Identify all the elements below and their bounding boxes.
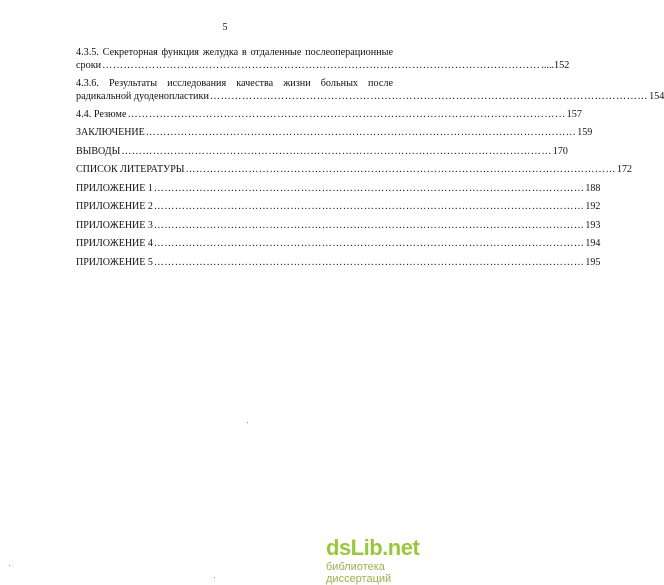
scan-speck: [214, 577, 215, 578]
toc-entry-4-3-5-title: 4.3.5. Секреторная функция желудка в отдаленные послеоперационные: [76, 47, 393, 58]
scan-speck: [9, 565, 10, 566]
page-number: 5: [222, 22, 228, 33]
toc-entry-conclusion: [76, 126, 593, 139]
dot-leader: ……………………………………………………………………………………………………………: [102, 60, 541, 71]
toc-entry-appendix-1-title: ПРИЛОЖЕНИЕ 1: [76, 182, 153, 194]
toc-entry-appendix-4-page: 194: [585, 238, 601, 249]
watermark-subtitle: библиотека диссертаций: [326, 561, 392, 585]
watermark-logo-text: dsLib.net: [326, 535, 420, 560]
toc-entry-appendix-3: [76, 219, 601, 232]
toc-entry-4-4-title: 4.4. Резюме: [76, 109, 127, 120]
toc-entry-appendix-1: [76, 182, 601, 195]
toc-entry-findings-title: ВЫВОДЫ: [76, 145, 121, 157]
dot-leader: ……………………………………………………………………………………………………………: [121, 145, 552, 157]
toc-entry-appendix-5-title: ПРИЛОЖЕНИЕ 5: [76, 256, 153, 268]
dot-leader: ……………………………………………………………………………………………………………: [209, 91, 649, 102]
toc-entry-conclusion-title: ЗАКЛЮЧЕНИЕ: [76, 127, 145, 138]
dot-leader: ……………………………………………………………………………………………………………: [153, 219, 585, 231]
toc-entry-findings-page: 170: [552, 145, 568, 157]
dot-leader: ……………………………………………………………………………………………………………: [153, 238, 585, 249]
toc-entry-4-3-6-page: 154: [649, 91, 664, 102]
toc-entry-4-3-6: [76, 77, 664, 103]
dot-leader: ……………………………………………………………………………………………………………: [153, 182, 585, 194]
toc-entry-4-4-page: 157: [566, 109, 582, 120]
toc-entry-appendix-2-title: ПРИЛОЖЕНИЕ 2: [76, 201, 153, 212]
dot-leader: ……………………………………………………………………………………………………………: [153, 201, 585, 212]
toc-entry-appendix-5: [76, 256, 601, 269]
toc-entry-4-3-5: [76, 46, 570, 72]
toc-entry-findings: [76, 145, 568, 158]
toc-entry-appendix-2-page: 192: [585, 201, 601, 212]
toc-entry-references-page: 172: [617, 164, 632, 175]
toc-entry-4-4: [76, 108, 582, 121]
toc-entry-4-3-5-page: .....152: [541, 60, 570, 71]
dot-leader: ……………………………………………………………………………………………………………: [153, 256, 585, 268]
toc-entry-appendix-2: [76, 200, 601, 213]
toc-entry-4-3-5-title-cont: сроки: [76, 60, 102, 71]
watermark-logo: [326, 535, 419, 561]
dot-leader: ……………………………………………………………………………………………………………: [127, 109, 566, 120]
toc-entry-appendix-3-page: 193: [585, 219, 601, 231]
toc-entry-appendix-3-title: ПРИЛОЖЕНИЕ 3: [76, 219, 153, 231]
toc-entry-appendix-4: [76, 237, 601, 250]
table-of-contents: [76, 46, 664, 274]
scan-speck: [247, 422, 248, 423]
toc-entry-4-3-6-title: 4.3.6. Результаты исследования качества жизни больных после: [76, 78, 393, 89]
toc-entry-references-title: СПИСОК ЛИТЕРАТУРЫ: [76, 164, 185, 175]
toc-entry-4-3-6-title-cont: радикальной дуоденопластики: [76, 91, 209, 102]
toc-entry-appendix-1-page: 188: [585, 182, 601, 194]
dot-leader: ……………………………………………………………………………………………………………: [185, 164, 616, 175]
toc-entry-appendix-4-title: ПРИЛОЖЕНИЕ 4: [76, 238, 153, 249]
toc-entry-references: [76, 163, 632, 176]
dot-leader: ……………………………………………………………………………………………………………: [145, 127, 577, 138]
toc-entry-conclusion-page: 159: [577, 127, 593, 138]
toc-entry-appendix-5-page: 195: [585, 256, 601, 268]
